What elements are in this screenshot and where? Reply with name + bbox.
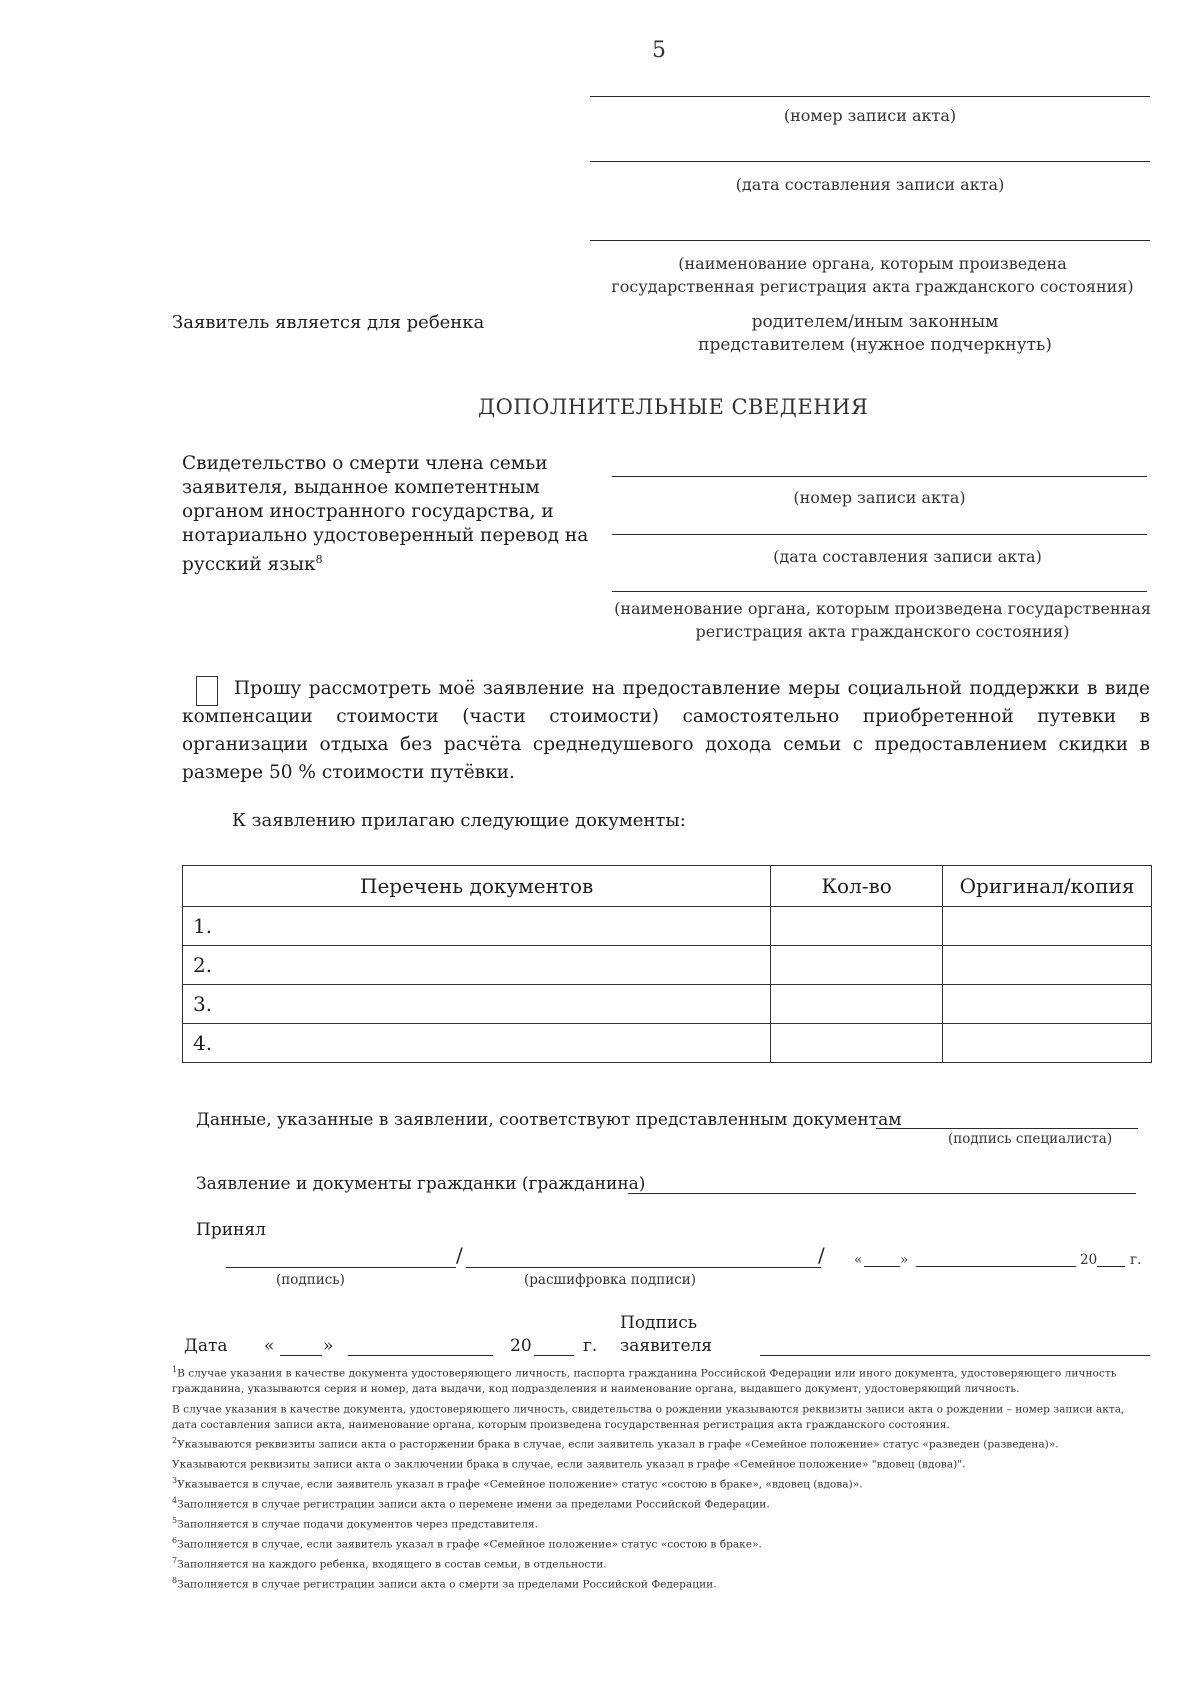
death-act-date-line[interactable] bbox=[612, 534, 1147, 535]
table-header-row bbox=[183, 866, 1152, 907]
accepted-signature-caption: (подпись) bbox=[276, 1272, 345, 1288]
quantity-cell[interactable] bbox=[771, 946, 943, 985]
original-copy-cell[interactable] bbox=[943, 985, 1152, 1024]
death-certificate-label bbox=[182, 452, 602, 577]
registration-authority-line[interactable] bbox=[590, 240, 1150, 241]
data-match-label: Данные, указанные в заявлении, соответствуют представленным документам bbox=[196, 1110, 902, 1130]
applicant-date-year-suffix: г. bbox=[583, 1336, 598, 1356]
accepted-date-month-line[interactable] bbox=[916, 1266, 1076, 1267]
applicant-sign-line1: Подпись bbox=[620, 1313, 697, 1333]
attachments-table bbox=[182, 865, 1152, 1063]
applicant-date-day-line[interactable] bbox=[280, 1355, 322, 1356]
accepted-date-day-line[interactable] bbox=[864, 1266, 900, 1267]
applicant-date-quote-close: » bbox=[323, 1336, 334, 1356]
footnote-7: $^7$Заполняется на каждого ребенка, входящего в состав семьи, в отдельности. bbox=[172, 1556, 607, 1571]
quantity-cell[interactable] bbox=[771, 985, 943, 1024]
death-act-number-line[interactable] bbox=[612, 476, 1147, 477]
accepted-label: Принял bbox=[196, 1220, 266, 1240]
specialist-signature-caption: (подпись специалиста) bbox=[948, 1131, 1113, 1147]
separator-slash: / bbox=[456, 1243, 463, 1267]
document-cell[interactable]: 4. bbox=[183, 1024, 771, 1063]
accepted-decoding-line[interactable] bbox=[466, 1267, 821, 1268]
death-act-number-caption: (номер записи акта) bbox=[793, 488, 966, 507]
accepted-signature-line[interactable] bbox=[226, 1267, 456, 1268]
footnote-5: $^5$Заполняется в случае подачи документов через представителя. bbox=[172, 1516, 538, 1531]
documents-citizen-line[interactable] bbox=[628, 1193, 1136, 1194]
applicant-role-options: родителем/иным законным представителем (нужное подчеркнуть) bbox=[698, 312, 1052, 355]
table-row bbox=[183, 907, 1152, 946]
act-record-number-caption: (номер записи акта) bbox=[783, 106, 957, 125]
act-record-date-caption: (дата составления записи акта) bbox=[735, 175, 1005, 194]
applicant-date-month-line[interactable] bbox=[348, 1355, 493, 1356]
table-row bbox=[183, 946, 1152, 985]
column-header-quantity: Кол-во bbox=[771, 866, 943, 907]
footnote-1: $^1$В случае указания в качестве документа удостоверяющего личность, паспорта гражданина Российской Федерации или иного документа, удостоверяющего личность гражданина, указываются серия и номер, дата выдачи, код подразделения и наименование органа, выдавшего документ, удостоверяющий личность. bbox=[172, 1365, 1117, 1396]
footnote-2: $^2$Указываются реквизиты записи акта о расторжении брака в случае, если заявитель указал в графе «Семейное положение» статус «разведен (разведена)». bbox=[172, 1436, 1059, 1451]
applicant-date-quote-open: « bbox=[264, 1336, 275, 1356]
footnote-3: $^3$Указывается в случае, если заявитель указал в графе «Семейное положение» статус «состою в браке», «вдовец (вдова)». bbox=[172, 1476, 863, 1491]
footnote-4: $^4$Заполняется в случае регистрации записи акта о перемене имени за пределами Российской Федерации. bbox=[172, 1496, 770, 1511]
original-copy-cell[interactable] bbox=[943, 1024, 1152, 1063]
applicant-role-label: Заявитель является для ребенка bbox=[172, 312, 485, 333]
death-act-date-caption: (дата составления записи акта) bbox=[773, 547, 1042, 566]
documents-label: Заявление и документы гражданки (гражданина) bbox=[196, 1174, 646, 1194]
applicant-date-year-line[interactable] bbox=[534, 1355, 574, 1356]
registration-authority-caption: (наименование органа, которым произведена государственная регистрация акта гражданского состояния) bbox=[611, 254, 1134, 296]
footnote-2-continued: Указываются реквизиты записи акта о заключении брака в случае, если заявитель указал в графе «Семейное положение» "вдовец (вдова)". bbox=[172, 1458, 966, 1471]
death-authority-caption: (наименование органа, которым произведена государственная регистрация акта гражданского состояния) bbox=[614, 599, 1151, 641]
death-certificate-text: Свидетельство о смерти члена семьи заявителя, выданное компетентным органом иностранного государства, и нотариально удостоверенный перевод на русский язык bbox=[182, 453, 589, 576]
applicant-date-label: Дата bbox=[184, 1336, 228, 1356]
accepted-date-year-line[interactable] bbox=[1097, 1266, 1125, 1267]
attachments-intro: К заявлению прилагаю следующие документы: bbox=[232, 810, 686, 831]
table-row bbox=[183, 985, 1152, 1024]
document-cell[interactable]: 1. bbox=[183, 907, 771, 946]
accepted-date-quote-open: « bbox=[854, 1252, 863, 1268]
accepted-date-quote-close: » bbox=[900, 1252, 909, 1268]
page-number: 5 bbox=[652, 38, 666, 63]
accepted-decoding-caption: (расшифровка подписи) bbox=[524, 1272, 697, 1288]
request-paragraph bbox=[182, 675, 1150, 787]
column-header-documents: Перечень документов bbox=[183, 866, 771, 907]
original-copy-cell[interactable] bbox=[943, 907, 1152, 946]
act-record-number-line[interactable] bbox=[590, 96, 1150, 97]
applicant-date-year-prefix: 20 bbox=[510, 1336, 532, 1356]
footnote-6: $^6$Заполняется в случае, если заявитель указал в графе «Семейное положение» статус «состою в браке». bbox=[172, 1536, 762, 1551]
footnote-8: $^8$Заполняется в случае регистрации записи акта о смерти за пределами Российской Федерации. bbox=[172, 1576, 717, 1591]
applicant-sign-line2: заявителя bbox=[620, 1336, 713, 1356]
quantity-cell[interactable] bbox=[771, 1024, 943, 1063]
table-row bbox=[183, 1024, 1152, 1063]
footnotes bbox=[172, 1362, 1142, 1593]
column-header-original-copy: Оригинал/копия bbox=[943, 866, 1152, 907]
accepted-date-year-prefix: 20 bbox=[1080, 1252, 1098, 1268]
specialist-signature-line[interactable] bbox=[876, 1128, 1138, 1129]
applicant-signature-line[interactable] bbox=[760, 1355, 1150, 1356]
document-cell[interactable]: 2. bbox=[183, 946, 771, 985]
original-copy-cell[interactable] bbox=[943, 946, 1152, 985]
accepted-date-year-suffix: г. bbox=[1130, 1252, 1142, 1268]
quantity-cell[interactable] bbox=[771, 907, 943, 946]
separator-slash: / bbox=[818, 1243, 825, 1267]
footnote-1-continued: В случае указания в качестве документа, удостоверяющего личность, свидетельства о рождении указываются реквизиты записи акта о рождении – номер записи акта, дата составления записи акта, наименование органа, которым произведена государственная регистрация акта гражданского состояния. bbox=[172, 1403, 1125, 1431]
act-record-date-line[interactable] bbox=[590, 161, 1150, 162]
request-text: Прошу рассмотреть моё заявление на предоставление меры социальной поддержки в виде компенсации стоимости (части стоимости) самостоятельно приобретенной путевки в организации отдыха без расчёта среднедушевого дохода семьи с предоставлением скидки в размере 50 % стоимости путёвки. bbox=[182, 678, 1150, 783]
death-authority-line[interactable] bbox=[612, 591, 1147, 592]
document-cell[interactable]: 3. bbox=[183, 985, 771, 1024]
footnote-mark: 8 bbox=[315, 553, 323, 566]
additional-info-heading: ДОПОЛНИТЕЛЬНЫЕ СВЕДЕНИЯ bbox=[478, 395, 869, 419]
